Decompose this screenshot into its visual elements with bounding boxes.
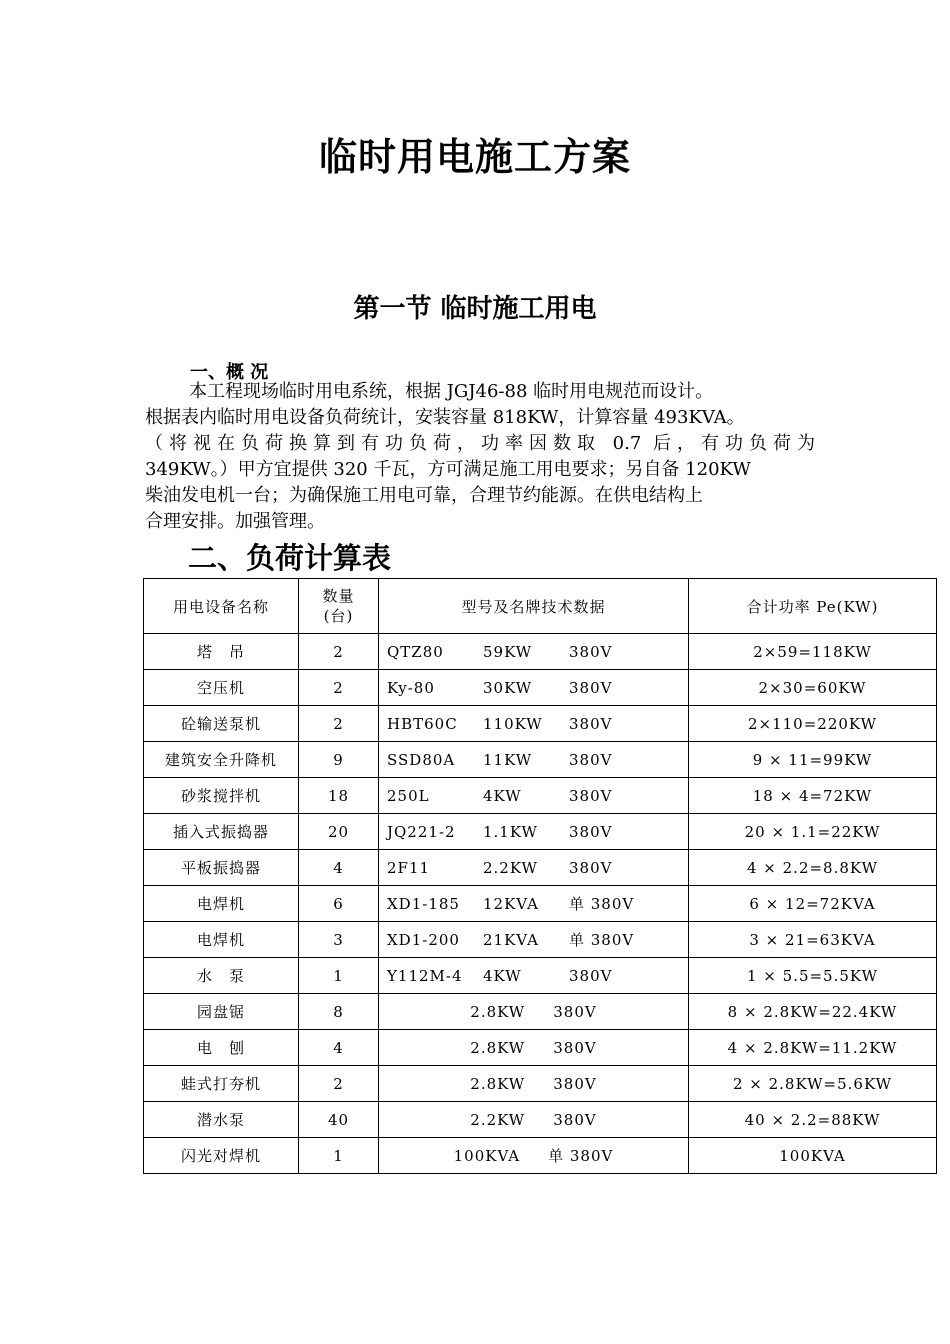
table-row [144,778,937,814]
rating-value: 100KVA [453,1147,521,1165]
rating-value: 1.1KW [483,822,538,841]
equipment-name-cell: 平板振捣器 [144,850,299,886]
table-row [144,634,937,670]
document-title: 临时用电施工方案 [318,135,631,179]
table-row [144,1102,937,1138]
equipment-name-cell: 建筑安全升降机 [144,742,299,778]
total-power-cell: 2×30=60KW [689,670,937,706]
model-value: XD1-185 [387,895,460,913]
rating-value: 4KW [483,966,522,985]
voltage-value: 单 380V [569,895,635,913]
specification-cell [379,670,689,706]
specification-cell [379,994,689,1030]
rating-value: 2.8KW [470,1002,526,1021]
total-power-cell: 3 × 21=63KVA [689,922,937,958]
quantity-cell: 2 [299,706,379,742]
quantity-cell: 6 [299,886,379,922]
specification-cell [379,634,689,670]
overview-line: 根据表内临时用电设备负荷统计，安装容量 818KW，计算容量 493KVA。 [145,407,745,428]
model-value: JQ221-2 [387,822,456,841]
voltage-value: 380V [569,642,613,661]
quantity-cell: 1 [299,1138,379,1174]
total-power-cell: 8 × 2.8KW=22.4KW [689,994,937,1030]
specification-cell [379,814,689,850]
specification-cell [379,706,689,742]
specification-cell [379,778,689,814]
voltage-value: 380V [553,1110,597,1129]
voltage-value: 单 380V [569,931,635,949]
specification-cell [379,1066,689,1102]
specification-cell [379,1102,689,1138]
specification-cell [379,1138,689,1174]
total-power-cell: 18 × 4=72KW [689,778,937,814]
overview-paragraph [145,379,815,535]
overview-line: 349KW。）甲方宜提供 320 千瓦，方可满足施工用电要求；另自备 120KW [145,459,751,480]
table-row [144,706,937,742]
model-value: 250L [387,786,430,805]
equipment-name-cell: 砼输送泵机 [144,706,299,742]
rating-value: 21KVA [483,931,539,949]
rating-value: 2.2KW [483,858,538,877]
equipment-name-cell: 园盘锯 [144,994,299,1030]
total-power-cell: 9 × 11=99KW [689,742,937,778]
table-row [144,814,937,850]
rating-value: 59KW [483,642,533,661]
table-row [144,850,937,886]
quantity-cell: 40 [299,1102,379,1138]
model-value: Y112M-4 [387,966,463,985]
model-value: HBT60C [387,714,458,733]
table-row [144,742,937,778]
table-heading: 二、负荷计算表 [188,541,392,575]
model-value: Ky-80 [387,678,435,697]
specification-cell [379,742,689,778]
total-power-cell: 40 × 2.2=88KW [689,1102,937,1138]
voltage-value: 380V [569,822,613,841]
voltage-value: 380V [569,750,613,769]
table-row [144,670,937,706]
equipment-name-cell: 塔 吊 [144,634,299,670]
quantity-cell: 18 [299,778,379,814]
table-row [144,958,937,994]
voltage-value: 380V [553,1074,597,1093]
total-power-cell: 20 × 1.1=22KW [689,814,937,850]
model-value: QTZ80 [387,642,444,661]
table-row [144,1066,937,1102]
table-row [144,1030,937,1066]
table-row [144,886,937,922]
total-power-cell: 6 × 12=72KVA [689,886,937,922]
equipment-name-cell: 闪光对焊机 [144,1138,299,1174]
voltage-value: 单 380V [548,1147,614,1165]
voltage-value: 380V [569,966,613,985]
overview-line: 合理安排。加强管理。 [145,511,325,532]
section-title: 第一节 临时施工用电 [353,294,597,324]
rating-value: 110KW [483,714,543,733]
header-quantity-line1: 数量 [322,587,355,605]
specification-cell [379,886,689,922]
voltage-value: 380V [569,678,613,697]
header-quantity [299,579,379,634]
quantity-cell: 2 [299,1066,379,1102]
rating-value: 30KW [483,678,533,697]
voltage-value: 380V [553,1038,597,1057]
voltage-value: 380V [569,786,613,805]
table-header-row [144,579,937,634]
equipment-name-cell: 蛙式打夯机 [144,1066,299,1102]
equipment-name-cell: 电 刨 [144,1030,299,1066]
total-power-cell: 2×59=118KW [689,634,937,670]
equipment-name-cell: 砂浆搅拌机 [144,778,299,814]
specification-cell [379,850,689,886]
quantity-cell: 1 [299,958,379,994]
voltage-value: 380V [553,1002,597,1021]
total-power-cell: 1 × 5.5=5.5KW [689,958,937,994]
quantity-cell: 2 [299,634,379,670]
rating-value: 4KW [483,786,522,805]
voltage-value: 380V [569,858,613,877]
header-quantity-line2: (台) [323,607,354,625]
total-power-cell: 2 × 2.8KW=5.6KW [689,1066,937,1102]
model-value: XD1-200 [387,931,460,949]
quantity-cell: 4 [299,850,379,886]
table-row [144,1138,937,1174]
header-total-power: 合计功率 Pe(KW) [689,579,937,634]
header-specification: 型号及名牌技术数据 [379,579,689,634]
specification-cell [379,958,689,994]
quantity-cell: 20 [299,814,379,850]
specification-cell [379,922,689,958]
quantity-cell: 8 [299,994,379,1030]
total-power-cell: 100KVA [689,1138,937,1174]
equipment-name-cell: 空压机 [144,670,299,706]
quantity-cell: 9 [299,742,379,778]
quantity-cell: 3 [299,922,379,958]
total-power-cell: 4 × 2.2=8.8KW [689,850,937,886]
total-power-cell: 4 × 2.8KW=11.2KW [689,1030,937,1066]
equipment-name-cell: 插入式振捣器 [144,814,299,850]
overview-line: 柴油发电机一台；为确保施工用电可靠，合理节约能源。在供电结构上 [145,485,703,506]
quantity-cell: 2 [299,670,379,706]
header-equipment-name: 用电设备名称 [144,579,299,634]
table-row [144,994,937,1030]
load-calculation-table [143,578,937,1174]
equipment-name-cell: 潜水泵 [144,1102,299,1138]
model-value: SSD80A [387,750,456,769]
rating-value: 2.8KW [470,1074,526,1093]
overview-heading: 一、概 况 [190,362,269,383]
equipment-name-cell: 电焊机 [144,886,299,922]
total-power-cell: 2×110=220KW [689,706,937,742]
equipment-name-cell: 电焊机 [144,922,299,958]
overview-line: 本工程现场临时用电系统，根据 JGJ46-88 临时用电规范而设计。 [189,381,714,402]
overview-line: （将视在负荷换算到有功负荷，功率因数取 0.7 后，有功负荷为 [145,433,815,454]
table-row [144,922,937,958]
quantity-cell: 4 [299,1030,379,1066]
rating-value: 2.2KW [470,1110,526,1129]
voltage-value: 380V [569,714,613,733]
rating-value: 11KW [483,750,533,769]
equipment-name-cell: 水 泵 [144,958,299,994]
specification-cell [379,1030,689,1066]
rating-value: 2.8KW [470,1038,526,1057]
model-value: 2F11 [387,858,431,877]
rating-value: 12KVA [483,895,539,913]
